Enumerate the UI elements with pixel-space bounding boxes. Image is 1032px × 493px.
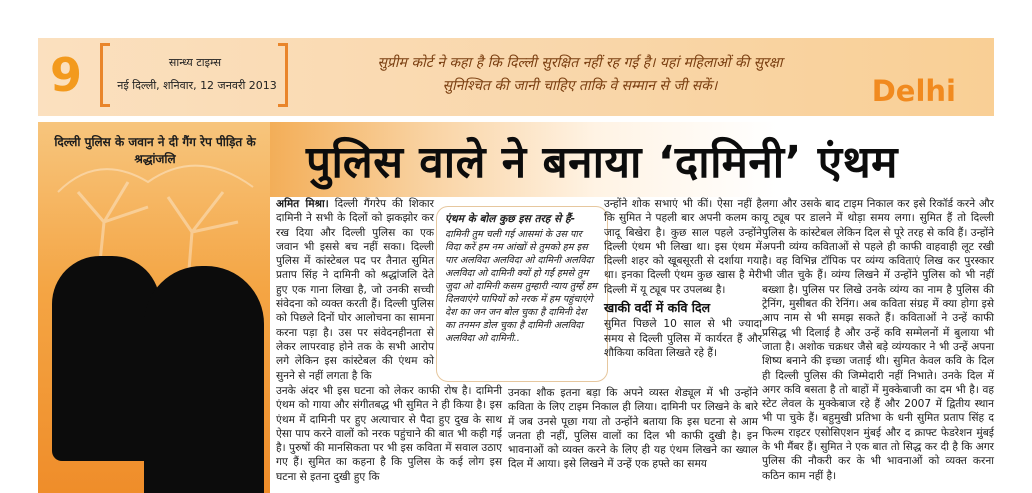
article-column-3 [604, 197, 762, 383]
photo-caption: दिल्ली पुलिस के जवान ने दी गैंग रेप पीड़ित के श्रद्धांजलि [54, 135, 256, 166]
section-label: Delhi [871, 74, 956, 108]
column-2-bottom-text: उनका शौक इतना बड़ा कि अपने व्यस्त शेड्यूल में भी उन्होंने कविता के लिए टाइम निकाल ही लिया। दामिनी पर लिखने के बारे में जब उनसे पूछा गया तो उन्होंने बताया कि इस घटना से आम जनता ही नहीं, पुलिस वालों का दिल भी काफी दुखी है। इन भावनाओं को व्यक्त करने के लिए ही यह एंथम लिखने का ख्याल दिल में आया। इसे लिखने में उन्हें एक हफ्ते का समय [508, 387, 758, 471]
subheading: खाकी वर्दी में कवि दिल [604, 300, 711, 316]
tagline-line-1: सुप्रीम कोर्ट ने कहा है कि दिल्ली सुरक्षित नहीं रह गई है। यहां महिलाओं की सुरक्षा [377, 55, 783, 71]
anthem-title: एंथम के बोल कुछ इस तरह से हैं- [445, 213, 575, 225]
publication-name: सान्ध्य टाइम्स [168, 56, 222, 69]
anthem-lyrics: दामिनी तुम चली गई आसमां के उस पार विदा करें हम नम आंखों से तुमको हम इस पार अलविदा अलविदा ओ दामिनी अलविदा अलविदा ओ दामिनी क्यों हो गईं हमसे तुम जुदा ओ दामिनी कसम तुम्हारी न्याय तुम्हें हम दिलवाएंगे पापियों को नरक में हम पहुंचाएंगे देश का जन जन बोल चुका है दामिनी देश का तनमन डोल चुका है दामिनी अलविदा अलविदा ओ दामिनी.. [445, 229, 598, 344]
article-photo [38, 122, 270, 493]
bracket-left-decoration [100, 43, 110, 107]
tagline [300, 52, 860, 98]
article-column-2-bottom [508, 386, 758, 472]
column-3-text: उन्होंने शोक सभाएं भी कीं। ऐसा नहीं है कि सुमित ने पहली बार अपनी कलम का जादू बिखेरा है। कुछ साल पहले उन्होंने दिल्ली एंथम भी लिखा था। इस एंथम में दिल्ली शहर को खूबसूरती से दर्शाया गया था। इनका दिल्ली एंथम कुछ खास है मेरी दिल्ली में यू ट्यूब पर उपलब्ध है। [604, 198, 762, 296]
article-headline: पुलिस वाले ने बनाया ‘दामिनी’ एंथम [306, 137, 898, 188]
article-hero [38, 122, 994, 197]
column-3-bottom-text: सुमित पिछले 10 साल से भी ज्यादा समय से दिल्ली पुलिस में कार्यरत हैं और शौकिया कविता लिखते रहे हैं। [604, 318, 762, 359]
page-number: 9 [50, 48, 83, 102]
tagline-line-2: सुनिश्चित की जानी चाहिए ताकि वे सम्मान से जी सकें। [442, 78, 718, 94]
column-1-text: दिल्ली गैंगरेप की शिकार दामिनी ने सभी के दिलों को झकझोर कर रख दिया और दिल्ली पुलिस का एक जवान भी इससे बच नहीं सका। दिल्ली पुलिस में कांस्टेबल पद पर तैनात सुमित प्रताप सिंह ने दामिनी को श्रद्धांजलि देते हुए एक गाना लिखा है, जो उनकी सच्ची संवेदना को व्यक्त करती हैं। दिल्ली पुलिस को पिछले दिनों घोर आलोचना का सामना करना पड़ा है। उस पर संवेदनहीनता से लेकर लापरवाह होने तक के सभी आरोप लगे लेकिन इस कांस्टेबल की एंथम को सुनने से नहीं लगता है कि [276, 198, 434, 382]
article-column-1-continued [276, 384, 502, 483]
article-column-4 [762, 197, 994, 482]
column-1-wide-text: उनके अंदर भी इस घटना को लेकर काफी रोष है। दामिनी एंथम को गाया और संगीतबद्ध भी सुमित ने ही किया है। इस एंथम में दामिनी पर हुए अत्याचार से पैदा हुए दुख के साथ ऐसा पाप करने वालों को नरक पहुंचाने की बात भी कही गई है। पुरुषों की मानसिकता पर भी इस कविता में सवाल उठाए गए हैं। सुमित का कहना है कि पुलिस के कई लोग इस घटना से इतना दुखी हुए कि [276, 385, 502, 483]
page-header [38, 38, 994, 116]
man-silhouette [144, 266, 264, 493]
tree-silhouette-icon [38, 152, 270, 282]
bracket-right-decoration [278, 43, 288, 107]
anthem-lyrics-box [436, 206, 608, 382]
column-4-text: लगा और उसके बाद टाइम निकाल कर इसे रिकॉर्ड करने और यू ट्यूब पर डालने में थोड़ा समय लगा। सुमित हैं तो दिल्ली पुलिस के कांस्टेबल लेकिन दिल से पूरे तरह से कवि हैं। उन्होंने अपनी व्यंग्य कविताओं से पहले ही काफी वाहवाही लूट रखी है। वह विभिन्न टॉपिक पर व्यंग्य कविताएं लिख कर पुरस्कार भी जीत चुके हैं। व्यंग्य लिखने में उन्होंने पुलिस को भी नहीं बख्शा है। पुलिस पर लिखे उनके व्यंग्य का नाम है पुलिस की ट्रेनिंग, मुसीबत की रेनिंग। अब कविता संग्रह में क्या होगा इसे आप नाम से भी समझ सकते हैं। कविताओं ने उन्हें काफी प्रसिद्ध भी दिलाई है और उन्हें कवि सम्मेलनों में बुलाया भी जाता है। अशोक चक्रधर जैसे बड़े व्यंग्यकार ने भी उन्हें अपना शिष्य बनाने की इच्छा जताई थी। सुमित केवल कवि के दिल ही दिल्ली पुलिस की जिम्मेदारी नहीं निभाते। उनके दिल में अगर कवि बसता है तो बाहों में मुक्केबाजी का दम भी है। वह स्टेट लेवल के मुक्केबाज रहे हैं और 2007 में द्वितीय स्थान भी पा चुके हैं। बहुमुखी प्रतिभा के धनी सुमित प्रताप सिंह द फिल्म राइटर एसोसिएशन मुंबई और द क्राफ्ट फेडरेशन मुंबई के भी मैंबर हैं। सुमित ने एक बात तो सिद्ध कर दी है कि अगर पुलिस की नौकरी कर के भी भावनाओं को व्यक्त करना कठिन काम नहीं है। [762, 198, 994, 482]
dateline: नई दिल्ली, शनिवार, 12 जनवरी 2013 [117, 79, 277, 92]
byline: अमित मिश्रा। [276, 198, 329, 210]
